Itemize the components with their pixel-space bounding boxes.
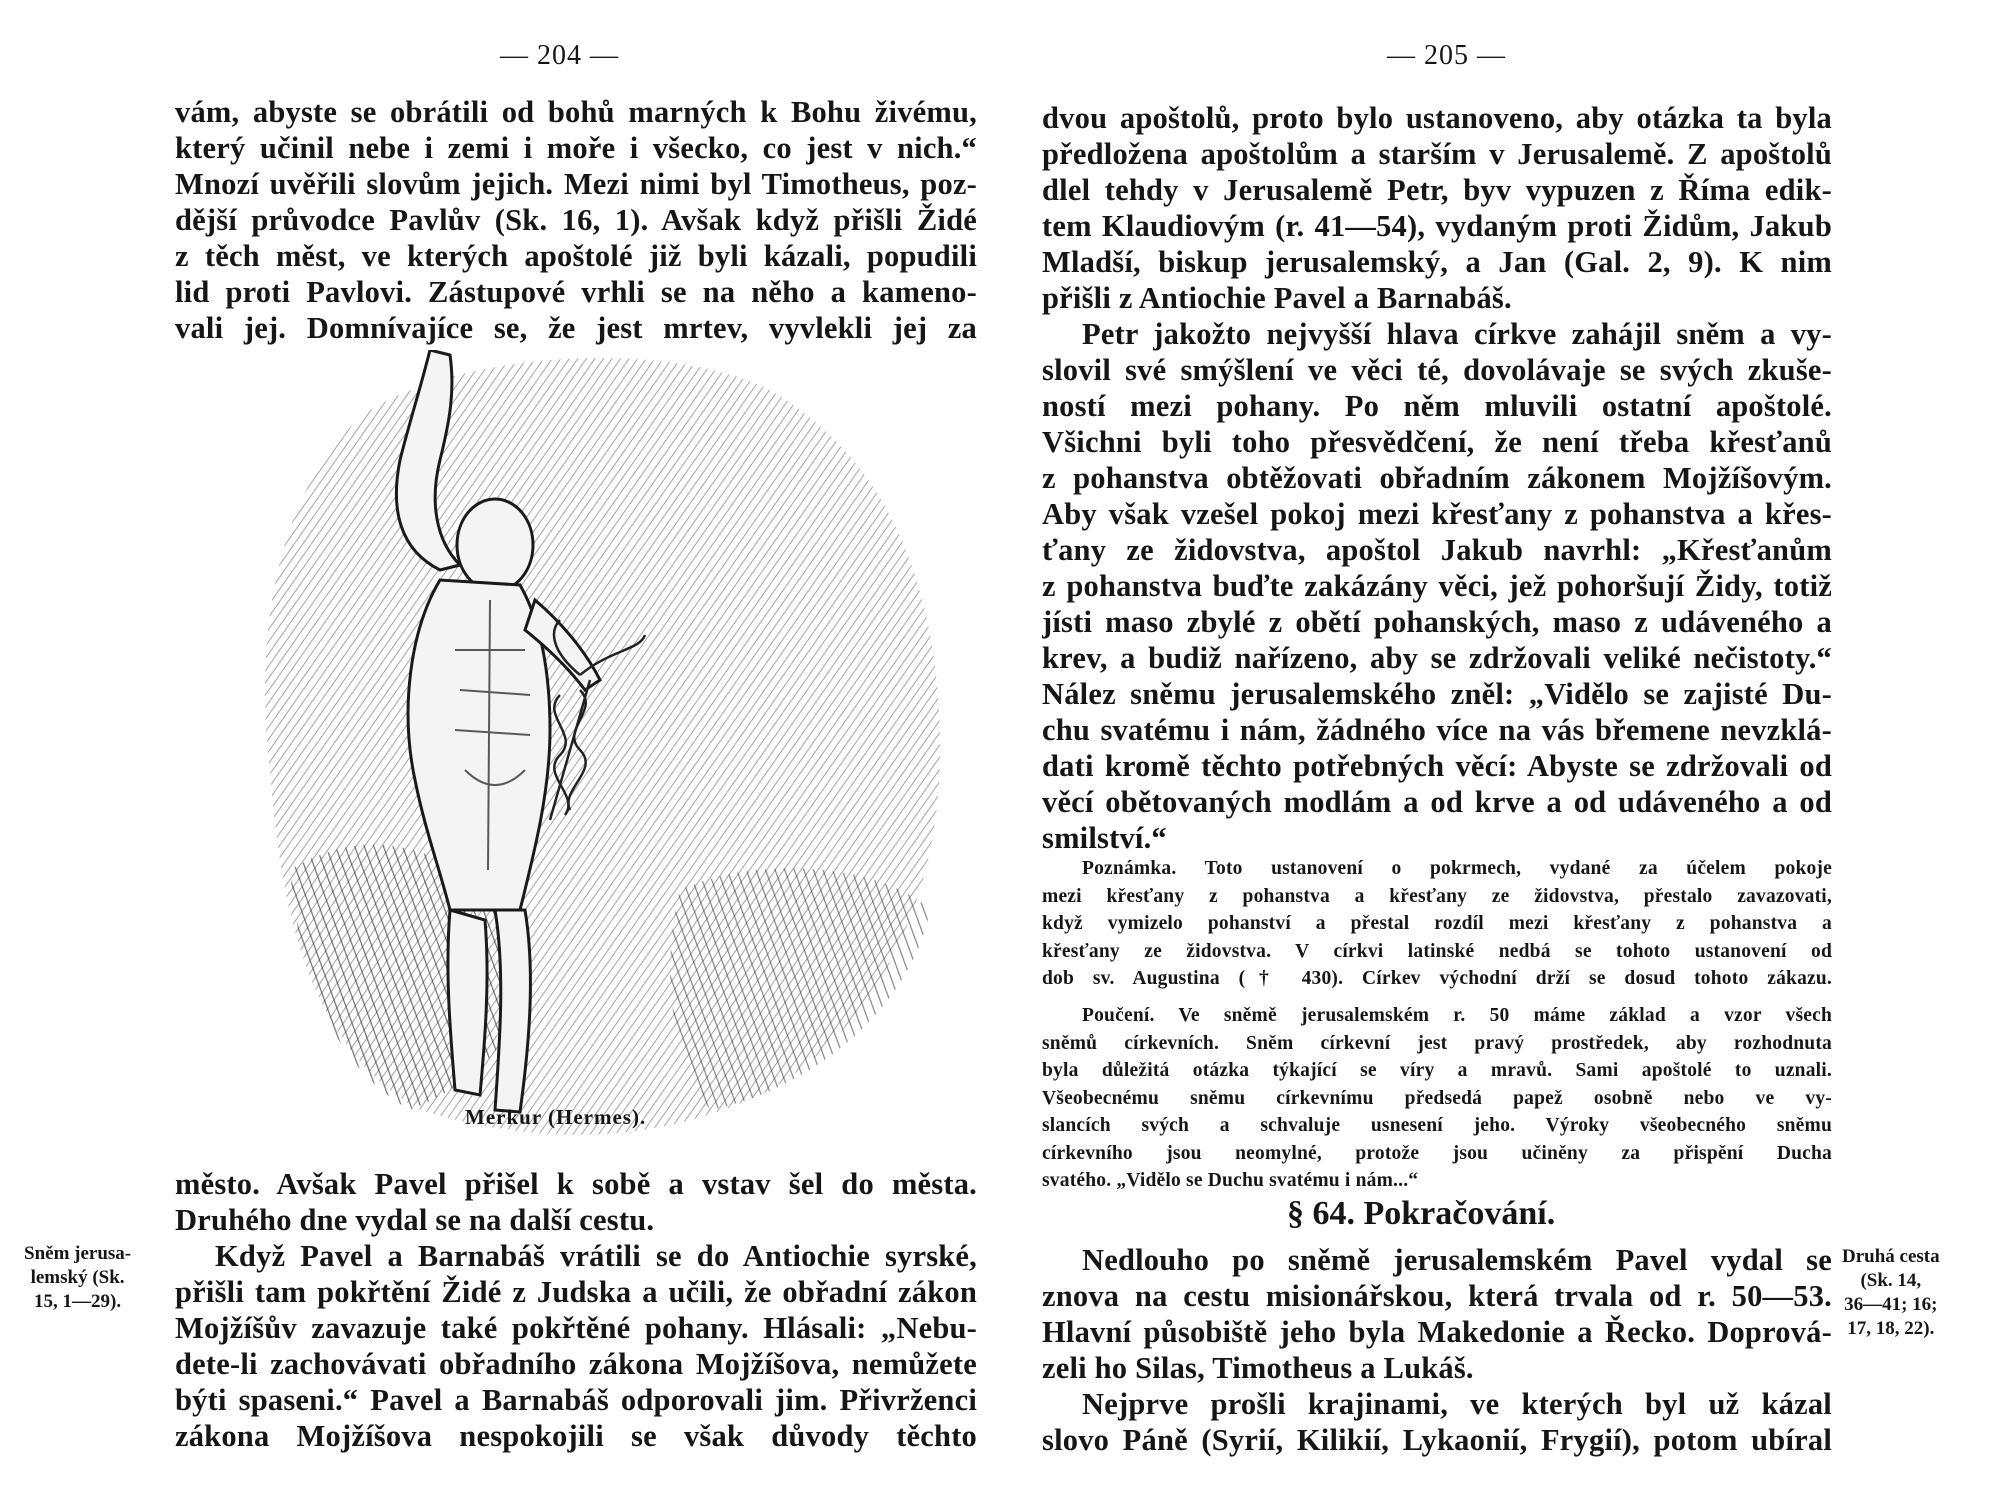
text-line: dete-li zachovávati obřadního zákona Mojžíšova, nemůžete	[175, 1347, 977, 1381]
text-line: ťany ze židovstva, apoštol Jakub navrhl: „Křesťanům	[1042, 533, 1832, 567]
text-line: Mnozí uvěřili slovům jejich. Mezi nimi byl Timotheus, poz-	[175, 167, 977, 201]
section-heading: § 64. Pokračování.	[1287, 1195, 1556, 1232]
text-line: který učinil nebe i zemi i moře i všecko, co jest v nich.“	[175, 131, 977, 165]
text-line: znova na cestu misionářskou, která trvala od r. 50—53.	[1042, 1279, 1832, 1313]
text-line: Všichni byli toho přesvědčení, že není třeba křesťanů	[1042, 425, 1832, 459]
left-top-paragraph	[175, 94, 977, 346]
poznamka-line: Toto ustanovení o pokrmech, vydané za účelem pokoje	[1176, 858, 1832, 879]
marginal-note-left	[24, 1242, 131, 1314]
figure-caption: Merkur (Hermes).	[465, 1105, 647, 1129]
text-line: vali jej. Domnívajíce se, že jest mrtev, vyvlekli jej za	[175, 311, 977, 345]
text-line: svatého. „Vidělo se Duchu svatému i nám...“	[1042, 1170, 1419, 1191]
text-line: byla důležitá otázka týkající se víry a mravů. Sami apoštolé to uznali.	[1042, 1060, 1832, 1081]
text-line: dvou apoštolů, proto bylo ustanoveno, aby otázka ta byla	[1042, 101, 1832, 135]
marginal-note-right	[1842, 1245, 1940, 1341]
text-line: dati kromě těchto potřebných věcí: Abyste se zdržovali od	[1042, 749, 1832, 783]
marginal-line: lemský (Sk.	[30, 1267, 125, 1288]
text-line: přišli tam pokřtění Židé z Judska a učili, že obřadní zákon	[175, 1275, 977, 1309]
text-line: Když Pavel a Barnabáš vrátili se do Antiochie syrské,	[215, 1239, 977, 1273]
text-line: předložena apoštolům a starším v Jerusalemě. Z apoštolů	[1042, 137, 1832, 171]
text-line: Všeobecnému sněmu církevnímu předsedá papež osobně nebo ve vy-	[1042, 1087, 1832, 1109]
text-line: Nález sněmu jerusalemského zněl: „Vidělo se zajisté Du-	[1042, 677, 1832, 711]
marginal-line: 17, 18, 22).	[1847, 1318, 1935, 1339]
page-number-left: — 204 —	[500, 40, 619, 71]
text-line: církevního jsou neomylné, protože jsou učiněny za přispění Ducha	[1042, 1142, 1832, 1164]
note-pouceni	[1042, 1002, 1832, 1195]
text-line: dější průvodce Pavlův (Sk. 16, 1). Avšak když přišli Židé	[175, 203, 977, 237]
text-line: věcí obětovaných modlám a od krve a od udáveného a od	[1042, 785, 1832, 819]
marginal-line: 36—41; 16;	[1844, 1294, 1938, 1315]
text-line: tem Klaudiovým (r. 41—54), vydaným proti Židům, Jakub	[1042, 209, 1832, 243]
text-line: krev, a budiž nařízeno, aby se zdržovali veliké nečistoty.“	[1042, 641, 1832, 675]
marginal-line: 15, 1—29).	[34, 1291, 122, 1312]
text-line: z těch měst, ve kterých apoštolé již byli kázali, popudili	[175, 239, 977, 273]
note-poznamka	[1042, 855, 1832, 993]
right-main-text	[1042, 100, 1832, 856]
text-line: býti spaseni.“ Pavel a Barnabáš odporovali jim. Přivrženci	[175, 1383, 977, 1417]
text-line: Mojžíšův zavazuje také pokřtěné pohany. Hlásali: „Nebu-	[175, 1311, 977, 1345]
text-line: Petr jakožto nejvyšší hlava církve zahájil sněm a vy-	[1082, 317, 1832, 351]
left-bottom-paragraph	[175, 1166, 977, 1454]
text-line: město. Avšak Pavel přišel k sobě a vstav šel do města.	[175, 1167, 977, 1201]
text-line: zákona Mojžíšova nespokojili se však důvody těchto	[175, 1419, 977, 1453]
text-line: Druhého dne vydal se na další cestu.	[175, 1203, 655, 1237]
text-line: chu svatému i nám, žádného více na vás břemene nevzklá-	[1042, 713, 1832, 747]
text-line: přišli z Antiochie Pavel a Barnabáš.	[1042, 281, 1512, 315]
text-line: slancích svých a schvaluje usnesení jeho. Výroky všeobecného sněmu	[1042, 1115, 1832, 1136]
figure-merkur-engraving	[250, 350, 970, 1140]
text-line: Nedlouho po sněmě jerusalemském Pavel vydal se	[1082, 1243, 1832, 1277]
pouceni-label: Poučení.	[1082, 1005, 1155, 1026]
text-line: lid proti Pavlovi. Zástupové vrhli se na něho a kameno-	[175, 275, 977, 309]
text-line: když vymizelo pohanství a přestal rozdíl mezi křesťany z pohanstva a	[1042, 913, 1832, 934]
pouceni-line: Ve sněmě jerusalemském r. 50 máme základ a vzor všech	[1154, 1005, 1832, 1026]
text-line: slovil své smýšlení ve věci té, dovolávaje se svých zkuše-	[1042, 353, 1832, 387]
right-page	[997, 0, 1994, 1500]
text-line: slovo Páně (Syrií, Kilikií, Lykaonií, Frygií), potom ubíral	[1042, 1423, 1832, 1457]
text-line: mezi křesťany z pohanstva a křesťany ze židovstva, přestalo zavazovati,	[1042, 885, 1832, 907]
text-line: ností mezi pohany. Po něm mluvili ostatní apoštolé.	[1042, 389, 1832, 423]
text-line: Mladší, biskup jerusalemský, a Jan (Gal. 2, 9). K nim	[1042, 245, 1832, 279]
text-line: zeli ho Silas, Timotheus a Lukáš.	[1042, 1351, 1474, 1385]
text-line: Hlavní působiště jeho byla Makedonie a Řecko. Doprová-	[1042, 1315, 1832, 1349]
text-line: z pohanstva buďte zakázány věci, jež pohoršují Židy, totiž	[1042, 569, 1832, 603]
marginal-line: Sněm jerusa-	[24, 1243, 132, 1264]
poznamka-label: Poznámka.	[1082, 858, 1177, 879]
section-text	[1042, 1242, 1832, 1458]
text-line: Aby však vzešel pokoj mezi křesťany z pohanstva a křes-	[1042, 497, 1832, 531]
marginal-line: (Sk. 14,	[1860, 1270, 1922, 1291]
text-line: Nejprve prošli krajinami, ve kterých byl už kázal	[1082, 1387, 1832, 1421]
marginal-line: Druhá cesta	[1842, 1246, 1940, 1267]
text-line	[1042, 855, 1832, 883]
text-line: křesťany ze židovstva. V církvi latinské nedbá se tohoto ustanovení od	[1042, 940, 1832, 962]
text-line	[1042, 1002, 1832, 1030]
page-number-right: — 205 —	[1387, 40, 1506, 71]
text-line: jísti maso zbylé z obětí pohanských, maso z udáveného a	[1042, 605, 1832, 639]
text-line: dob sv. Augustina († 430). Církev východní drží se dosud tohoto zákazu.	[1042, 968, 1832, 989]
text-line: vám, abyste se obrátili od bohů marných k Bohu živému,	[175, 95, 977, 129]
text-line: smilství.“	[1042, 821, 1167, 855]
text-line: z pohanstva obtěžovati obřadním zákonem Mojžíšovým.	[1042, 461, 1832, 495]
text-line: dlel tehdy v Jerusalemě Petr, byv vypuzen z Říma edik-	[1042, 173, 1832, 207]
text-line: sněmů církevních. Sněm církevní jest pravý prostředek, aby rozhodnuta	[1042, 1032, 1832, 1054]
